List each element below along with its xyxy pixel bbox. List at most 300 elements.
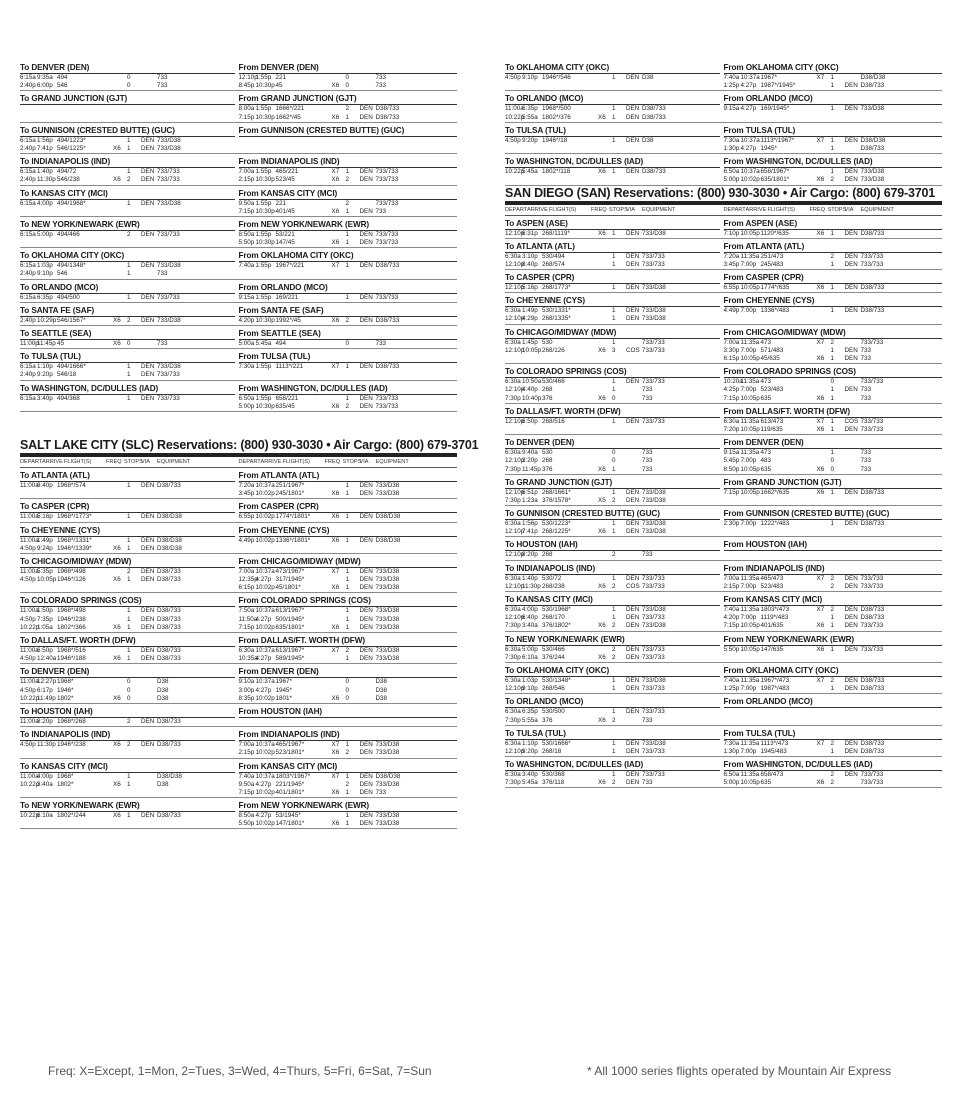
arrive-time: 1:55p <box>255 199 272 207</box>
stops: 2 <box>345 105 350 113</box>
frequency: X7 <box>816 574 825 582</box>
arrive-time: 10:02p <box>255 788 275 796</box>
from-route-name: From INDIANAPOLIS (IND) <box>724 563 943 575</box>
from-destination <box>239 351 458 379</box>
depart-time: 12:10p <box>505 528 525 536</box>
to-destination <box>505 62 724 90</box>
column-header: ARRIVE <box>42 458 63 465</box>
flight-row <box>505 418 724 426</box>
frequency <box>332 231 346 239</box>
flight-numbers: 494/1968* <box>57 199 86 207</box>
flight-numbers: 376/118 <box>542 779 565 787</box>
arrive-time: 6:50p <box>37 647 53 654</box>
arrive-time: 5:45a <box>255 340 272 347</box>
to-destination <box>505 218 724 238</box>
flight-numbers: 530 <box>542 338 553 346</box>
arrive-time: 9:20p <box>522 136 538 144</box>
column-headers <box>20 458 457 468</box>
to-destination <box>505 563 724 591</box>
stops: 1 <box>127 647 131 654</box>
flight-numbers: 1968* <box>57 772 74 780</box>
depart-time: 10:35a <box>238 655 258 663</box>
flight-row <box>239 294 458 302</box>
flight-numbers: 376/244 <box>542 653 565 661</box>
depart-time: 2:40p <box>20 371 36 379</box>
flight-row <box>20 616 239 624</box>
flight-numbers: 376 <box>542 465 553 473</box>
from-route-name: From DENVER (DEN) <box>239 666 458 678</box>
arrive-time: 3:40a <box>522 622 538 630</box>
via <box>141 678 157 686</box>
frequency <box>113 82 127 90</box>
to-route-name: To CHICAGO/MIDWAY (MDW) <box>505 327 720 339</box>
frequency: X6 <box>331 82 340 90</box>
flight-numbers: 494 <box>275 340 287 347</box>
arrive-time: 3:40p <box>522 771 538 779</box>
stops: 1 <box>612 747 616 755</box>
depart-time: 11:00p <box>20 340 39 347</box>
flight-row <box>239 741 458 749</box>
from-destination <box>239 761 458 798</box>
stops: 1 <box>345 230 350 238</box>
flight-numbers: 635 <box>760 394 772 402</box>
stops: 1 <box>612 338 616 346</box>
to-destination <box>505 366 724 403</box>
equipment: 733/D38 <box>157 144 181 152</box>
flight-numbers: 465/1967* <box>275 741 305 749</box>
route-block <box>505 156 942 185</box>
route-block <box>505 62 942 91</box>
stops: 2 <box>345 647 350 654</box>
left-column <box>20 60 479 829</box>
depart-time: 3:30p <box>723 346 740 354</box>
flight-numbers: 1992*/45 <box>275 316 301 324</box>
to-destination <box>505 437 724 474</box>
salt-lake-city-continued-section <box>505 62 942 186</box>
equipment: 733 <box>860 355 872 362</box>
route-block <box>505 759 942 788</box>
from-destination <box>239 62 458 90</box>
stops: 1 <box>830 622 835 630</box>
stops: 1 <box>612 488 616 496</box>
frequency <box>817 82 831 90</box>
from-destination <box>724 366 943 403</box>
depart-time: 7:10p <box>723 229 740 237</box>
flight-row <box>239 584 458 592</box>
from-destination <box>724 272 943 292</box>
frequency <box>598 575 612 583</box>
stops: 1 <box>127 536 131 544</box>
depart-time: 7:00a <box>723 338 740 346</box>
route-block <box>505 366 942 404</box>
equipment: 733/733 <box>642 417 665 425</box>
frequency: X6 <box>113 623 121 631</box>
via: DEN <box>359 105 373 113</box>
equipment: 733 <box>860 465 872 473</box>
via <box>141 340 157 348</box>
equipment: 733/D38 <box>157 316 181 324</box>
via: DEN <box>844 520 858 528</box>
stops: 1 <box>127 780 131 788</box>
flight-numbers: 268/1225* <box>542 528 571 536</box>
flight-row <box>724 137 943 145</box>
equipment: D38/733 <box>642 168 666 176</box>
flight-row <box>239 781 458 789</box>
via: DEN <box>844 176 858 184</box>
from-route-name: From CASPER (CPR) <box>239 501 458 513</box>
arrive-time: 10:05p <box>740 229 760 237</box>
route-block <box>505 295 942 324</box>
via: DEN <box>626 685 640 693</box>
arrive-time: 10:02p <box>255 623 275 631</box>
flight-row <box>505 606 724 614</box>
frequency: X6 <box>331 623 340 631</box>
arrive-time: 11:35a <box>740 676 760 684</box>
arrive-time: 10:05p <box>740 355 760 362</box>
equipment: D38/733 <box>157 812 181 820</box>
equipment: D38/733 <box>157 481 181 489</box>
equipment: D38/733 <box>860 747 885 755</box>
via: DEN <box>141 481 155 489</box>
route-block <box>505 477 942 506</box>
column-header: FREQ <box>106 458 122 465</box>
frequency: X7 <box>816 676 825 684</box>
frequency: X6 <box>816 488 825 496</box>
flight-row <box>239 655 458 663</box>
depart-time: 4:50p <box>20 655 36 663</box>
stops: 1 <box>612 739 616 747</box>
equipment: 733 <box>375 74 387 81</box>
flight-numbers: 268/238 <box>542 582 565 590</box>
depart-time: 6:30a <box>505 449 521 457</box>
frequency: X6 <box>816 229 825 237</box>
stops: 1 <box>127 615 131 623</box>
equipment: D38/733 <box>157 567 181 575</box>
depart-time: 5:50p <box>723 645 740 653</box>
flight-numbers: 494/1666* <box>57 363 86 371</box>
depart-time: 5:00p <box>723 176 740 184</box>
equipment: 733/D38 <box>375 749 400 757</box>
stops: 1 <box>612 614 616 622</box>
stops: 1 <box>127 544 131 552</box>
stops: 1 <box>345 363 350 371</box>
flight-numbers: 1946*/1339* <box>57 544 92 552</box>
arrive-time: 6:51p <box>522 488 538 496</box>
depart-time: 11:00a <box>20 513 39 521</box>
arrive-time: 10:02p <box>255 749 275 757</box>
flight-numbers: 268/574 <box>542 260 565 268</box>
flight-row <box>239 208 458 216</box>
frequency: X6 <box>816 622 825 630</box>
frequency: X6 <box>598 716 606 724</box>
equipment: D38/733 <box>860 614 885 622</box>
flight-row <box>724 489 943 497</box>
stops: 1 <box>127 293 131 301</box>
flight-numbers: 1967* <box>275 678 292 686</box>
flight-row <box>505 105 724 113</box>
arrive-time: 11:35a <box>740 449 760 457</box>
route-block <box>505 634 942 663</box>
via: DEN <box>626 488 640 496</box>
from-destination <box>239 305 458 325</box>
frequency <box>598 386 612 394</box>
flight-row <box>505 528 724 536</box>
equipment: 733 <box>642 449 653 457</box>
frequency: X6 <box>598 582 606 590</box>
via <box>626 386 642 394</box>
arrive-time: 10:40p <box>522 394 542 402</box>
frequency: X7 <box>816 136 825 144</box>
frequency <box>113 363 127 371</box>
route-block <box>20 351 457 380</box>
via <box>626 457 642 465</box>
frequency <box>113 74 127 82</box>
equipment: 733/D38 <box>642 488 666 496</box>
depart-time: 12:35p <box>238 576 258 584</box>
equipment: 733 <box>860 386 872 394</box>
via: DEN <box>626 307 640 315</box>
via: DEN <box>626 653 640 661</box>
flight-row <box>239 812 458 820</box>
equipment: D38 <box>375 686 388 694</box>
stops: 2 <box>127 741 131 749</box>
via: DEN <box>359 363 373 371</box>
flight-row <box>724 583 943 591</box>
arrive-time: 9:40a <box>522 449 538 457</box>
to-destination <box>20 93 239 121</box>
depart-time: 12:10p <box>505 582 525 590</box>
flight-numbers: 1967*/221 <box>275 262 305 270</box>
stops: 1 <box>127 262 131 270</box>
via: DEN <box>359 262 373 270</box>
via: DEN <box>626 496 640 504</box>
stops: 1 <box>830 355 835 362</box>
from-route-name: From COLORADO SPRINGS (COS) <box>239 595 458 607</box>
arrive-time: 10:02p <box>255 584 275 592</box>
frequency: X7 <box>331 647 340 654</box>
via <box>360 82 376 90</box>
via: DEN <box>141 615 155 623</box>
via: DEN <box>141 812 155 820</box>
to-route-name: To DENVER (DEN) <box>20 666 235 678</box>
flight-row <box>724 622 943 630</box>
depart-time: 1:25p <box>723 685 740 693</box>
via: DEN <box>844 747 858 755</box>
arrive-time: 7:00p <box>740 386 757 394</box>
via: DEN <box>844 105 858 113</box>
frequency: X6 <box>113 316 121 324</box>
frequency: X7 <box>816 739 825 747</box>
frequency <box>332 687 346 695</box>
via <box>360 687 376 695</box>
stops: 1 <box>830 284 835 292</box>
equipment: 733 <box>375 82 387 90</box>
equipment: 733/D38 <box>375 623 400 631</box>
frequency: X6 <box>331 402 340 410</box>
flight-numbers: 635/1801* <box>275 623 305 631</box>
via: DEN <box>626 417 640 425</box>
right-column <box>505 60 942 788</box>
to-route-name: To OKLAHOMA CITY (OKC) <box>505 665 720 677</box>
from-route-name: From CHICAGO/MIDWAY (MDW) <box>239 556 458 568</box>
flight-row <box>505 489 724 497</box>
depart-time: 6:15p <box>723 355 740 362</box>
frequency: X6 <box>816 355 825 362</box>
arrive-time: 4:27p <box>740 144 757 152</box>
arrive-time: 4:27p <box>740 82 757 90</box>
via <box>141 687 157 695</box>
flight-row <box>20 340 239 348</box>
via: DEN <box>141 199 155 207</box>
arrive-time: 1:49p <box>37 536 53 544</box>
via <box>845 395 861 403</box>
flight-row <box>505 307 724 315</box>
depart-time: 6:30a <box>505 771 521 779</box>
flight-numbers: 1666*/221 <box>275 105 305 113</box>
stops: 1 <box>345 168 350 176</box>
column-header: VIA <box>141 458 151 465</box>
flight-row <box>724 74 943 82</box>
frequency <box>817 614 831 622</box>
to-destination <box>20 501 239 521</box>
flight-row <box>724 771 943 779</box>
via: DEN <box>359 788 373 796</box>
stops: 1 <box>830 685 835 693</box>
arrive-time: 11:30p <box>37 176 56 184</box>
flight-row <box>724 418 943 426</box>
via: DEN <box>626 528 640 536</box>
via: DEN <box>359 749 373 757</box>
flight-numbers: 268/126 <box>542 346 565 354</box>
route-block <box>20 635 457 664</box>
to-destination <box>20 635 239 663</box>
stops: 1 <box>612 168 616 176</box>
equipment: D38/733 <box>157 717 181 725</box>
flight-numbers: 1968*/1331* <box>57 536 92 544</box>
depart-time: 12:10p <box>505 386 525 394</box>
depart-time: 3:45p <box>238 490 255 498</box>
frequency <box>598 551 612 559</box>
route-block <box>20 250 457 279</box>
equipment: 733/D38 <box>375 490 400 498</box>
stops: 1 <box>830 346 835 354</box>
depart-time: 9:50a <box>238 780 255 788</box>
stops: 2 <box>127 316 131 324</box>
equipment: D38/733 <box>860 144 885 152</box>
to-route-name: To CHICAGO/MIDWAY (MDW) <box>20 556 235 568</box>
arrive-time: 5:55a <box>522 113 538 121</box>
equipment: 733/D38 <box>375 576 400 584</box>
flight-row <box>505 449 724 457</box>
flight-row <box>724 606 943 614</box>
frequency: X7 <box>331 262 340 270</box>
flight-row <box>20 513 239 521</box>
equipment: D38/D38 <box>375 772 401 780</box>
frequency: X6 <box>331 820 340 828</box>
arrive-time: 10:02p <box>255 820 275 828</box>
frequency: X6 <box>331 749 340 757</box>
to-route-name: To TULSA (TUL) <box>505 728 720 740</box>
stops: 1 <box>127 394 131 402</box>
frequency <box>598 771 612 779</box>
to-route-name: To KANSAS CITY (MCI) <box>20 188 235 200</box>
arrive-time: 10:30p <box>255 113 275 121</box>
stops: 1 <box>345 615 350 623</box>
flight-row <box>20 781 239 789</box>
flight-numbers: 523/1801* <box>275 749 305 757</box>
to-route-name: To GUNNISON (CRESTED BUTTE) (GUC) <box>505 508 720 520</box>
arrive-time: 1:03p <box>37 262 53 270</box>
frequency <box>598 449 612 457</box>
via: DEN <box>844 260 858 268</box>
from-destination <box>239 501 458 521</box>
route-block <box>505 696 942 725</box>
stops: 1 <box>830 136 835 144</box>
flight-row <box>239 749 458 757</box>
equipment: D38/733 <box>860 520 885 528</box>
from-destination <box>724 563 943 591</box>
arrive-time: 6:17p <box>37 686 53 694</box>
frequency <box>113 678 127 686</box>
depart-time: 8:35p <box>238 694 255 702</box>
flight-row <box>724 386 943 394</box>
flight-numbers: 169/221 <box>275 293 299 301</box>
flight-numbers: 119/635 <box>760 425 783 433</box>
via <box>845 466 861 474</box>
flight-numbers: 1967*/473 <box>760 676 790 684</box>
frequency: X6 <box>113 144 121 152</box>
frequency: X7 <box>816 417 825 425</box>
depart-time: 2:40p <box>20 270 36 278</box>
flight-numbers: 1774*/1801* <box>275 513 311 521</box>
arrive-time: 11:35a <box>740 252 760 260</box>
arrive-time: 4:27p <box>255 615 272 623</box>
arrive-time: 4:27p <box>255 655 272 663</box>
denver-continued-section <box>20 62 457 412</box>
stops: 2 <box>830 739 835 747</box>
to-destination <box>20 706 239 726</box>
stops: 1 <box>612 528 616 536</box>
stops: 1 <box>830 645 835 653</box>
via: DEN <box>626 614 640 622</box>
to-destination <box>505 665 724 693</box>
route-block <box>20 729 457 758</box>
flight-numbers: 1946*/188 <box>57 655 86 663</box>
flight-row <box>724 253 943 261</box>
frequency <box>817 145 831 153</box>
arrive-time: 4:00p <box>37 772 53 780</box>
stops: 1 <box>612 307 616 315</box>
arrive-time: 12:27p <box>37 678 57 686</box>
to-destination <box>505 241 724 269</box>
frequency: X6 <box>331 788 340 796</box>
depart-time: 8:50p <box>723 465 740 473</box>
stops: 1 <box>612 315 616 323</box>
frequency <box>817 261 831 269</box>
frequency: X6 <box>598 528 606 536</box>
flight-numbers: 1968*/516 <box>57 647 86 654</box>
flight-numbers: 1662*/635 <box>760 488 790 496</box>
flight-numbers: 221/1945* <box>275 780 305 788</box>
equipment: D38 <box>375 678 388 686</box>
depart-time: 11:00a <box>20 717 39 725</box>
depart-time: 12:10p <box>505 417 525 425</box>
stops: 1 <box>345 567 350 575</box>
frequency <box>598 284 612 292</box>
from-route-name: From COLORADO SPRINGS (COS) <box>724 366 943 378</box>
frequency <box>113 294 127 302</box>
stops: 1 <box>830 417 835 425</box>
